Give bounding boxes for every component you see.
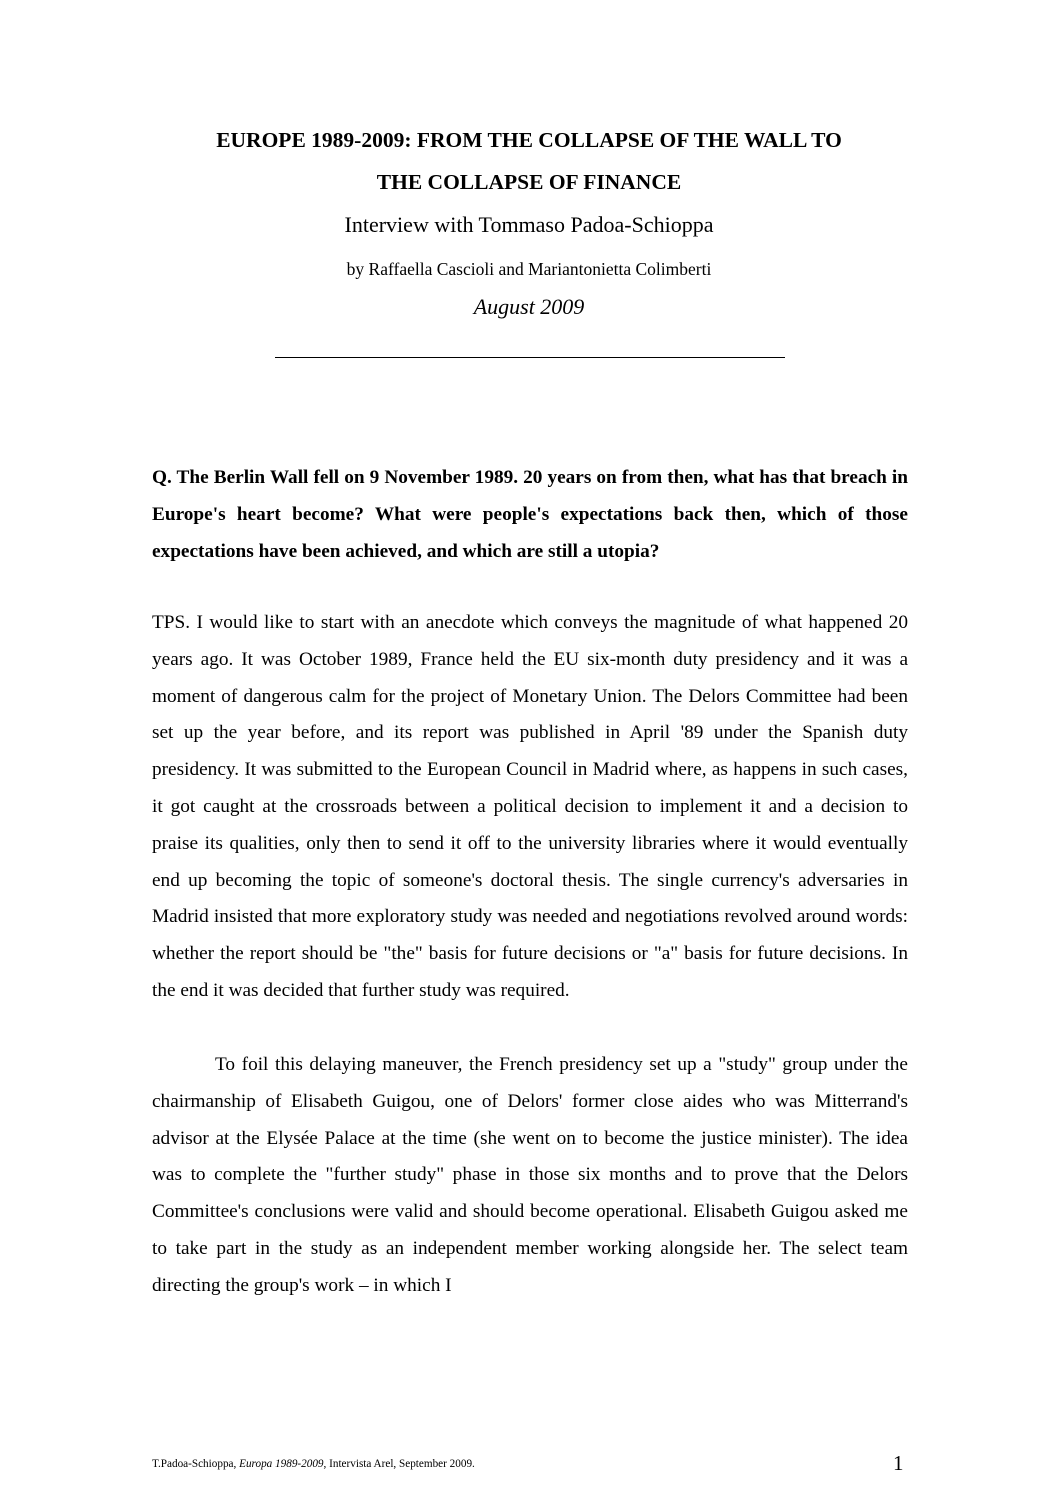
footer-rest: , Intervista Arel, September 2009. <box>323 1458 475 1470</box>
question-paragraph: Q. The Berlin Wall fell on 9 November 1989. 20 years on from then, what has that breach in Europe's heart become? What were people's expectations back then, which of those expectations have been achieved, and which are still a utopia? <box>152 467 908 562</box>
subtitle: Interview with Tommaso Padoa-Schioppa <box>344 212 714 237</box>
footer-citation <box>152 1458 475 1470</box>
date: August 2009 <box>473 294 585 319</box>
answer-paragraph-2: To foil this delaying maneuver, the French presidency set up a "study" group under the chairmanship of Elisabeth Guigou, one of Delors' former close aides who was Mitterrand's advisor at the Elysée Palace at the time (she went on to become the justice minister). The idea was to complete the "further study" phase in those six months and to prove that the Delors Committee's conclusions were valid and should become operational. Elisabeth Guigou asked me to take part in the study as an independent member working alongside her. The select team directing the group's work – in which I <box>152 1054 908 1296</box>
footer-author: T.Padoa-Schioppa, <box>152 1458 237 1470</box>
page-number: 1 <box>893 1451 904 1475</box>
horizontal-rule <box>275 357 785 358</box>
title-line-2: THE COLLAPSE OF FINANCE <box>376 170 682 194</box>
answer-paragraph-1: TPS. I would like to start with an anecdote which conveys the magnitude of what happened 20 years ago. It was October 1989, France held the EU six-month duty presidency and it was a moment of dangerous calm for the project of Monetary Union. The Delors Committee had been set up the year before, and its report was published in April '89 under the Spanish duty presidency. It was submitted to the European Council in Madrid where, as happens in such cases, it got caught at the crossroads between a political decision to implement it and a decision to praise its qualities, only then to send it off to the university libraries where it would eventually end up becoming the topic of someone's doctoral thesis. The single currency's adversaries in Madrid insisted that more exploratory study was needed and negotiations revolved around words: whether the report should be "the" basis for future decisions or "a" basis for future decisions. In the end it was decided that further study was required. <box>152 612 908 1001</box>
title-line-1: EUROPE 1989-2009: FROM THE COLLAPSE OF THE WALL TO <box>216 128 842 152</box>
byline: by Raffaella Cascioli and Mariantonietta Colimberti <box>346 259 712 279</box>
footer-work-title: Europa 1989-2009 <box>239 1458 324 1470</box>
